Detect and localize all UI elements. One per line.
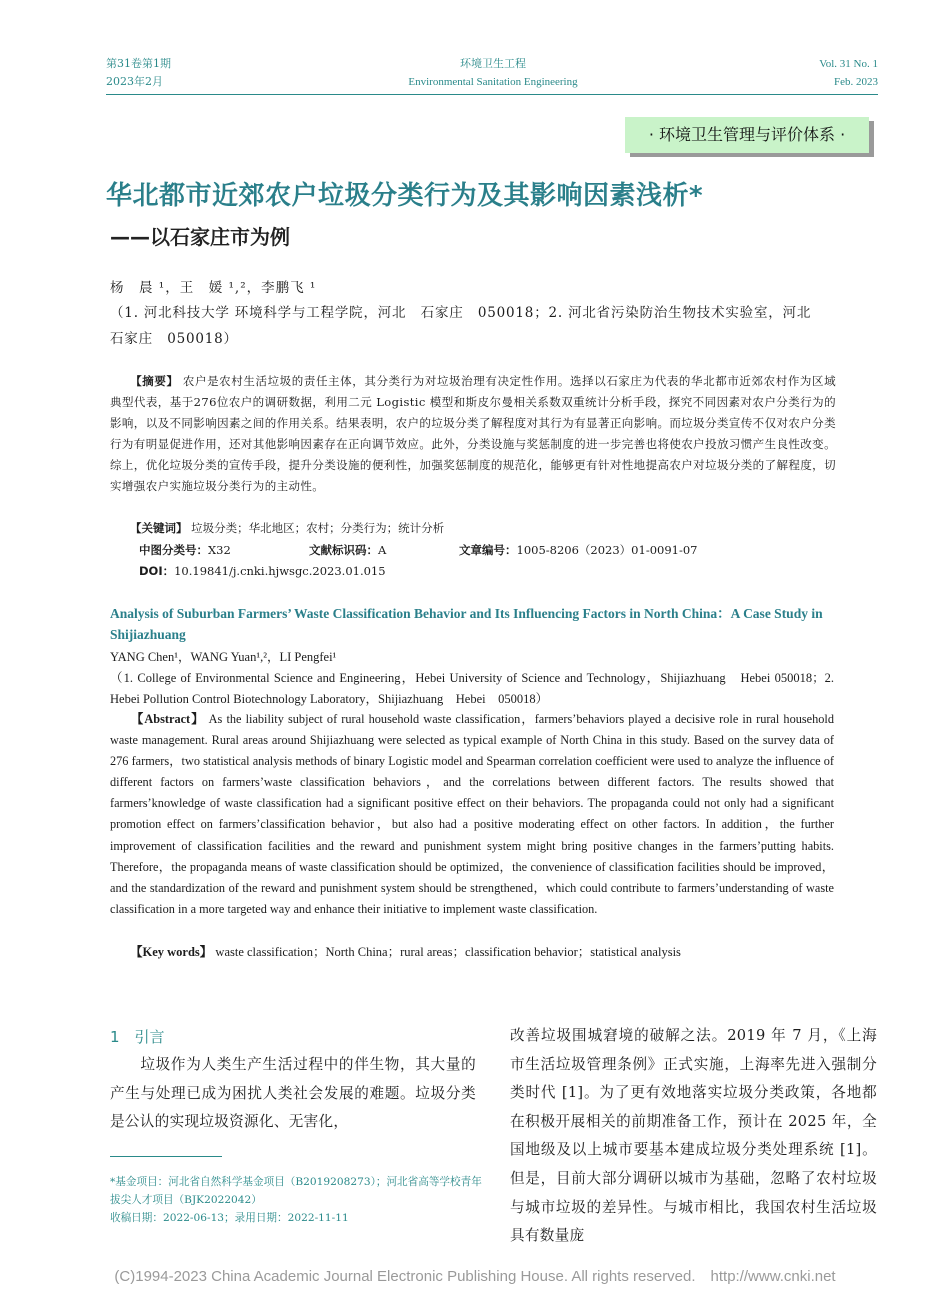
doi-value[interactable]: 10.19841/j.cnki.hjwsgc.2023.01.015 (174, 564, 386, 578)
fund-note: *基金项目：河北省自然科学基金项目（B2019208273）；河北省高等学校青年拔尖人才项目（BJK2022042） (110, 1176, 482, 1206)
abstract-en (110, 709, 834, 920)
paper-title: 华北都市近郊农户垃圾分类行为及其影响因素浅析* (106, 181, 704, 211)
clc-value: X32 (208, 543, 231, 557)
abstract-cn (110, 371, 836, 497)
affiliation: （1. 河北科技大学 环境科学与工程学院，河北 石家庄 050018；2. 河北省污染防治生物技术实验室，河北 石家庄 050018） (110, 305, 826, 347)
article-no-value: 1005-8206（2023）01-0091-07 (516, 543, 698, 557)
keywords-cn-label: 【关键词】 (130, 521, 188, 535)
keywords-cn-text: 垃圾分类；华北地区；农村；分类行为；统计分析 (191, 521, 445, 535)
keywords-en-text: waste classification；North China；rural areas；classification behavior；statistical analysis (215, 945, 681, 959)
footnote-rule (110, 1156, 222, 1157)
doi-label: DOI： (139, 564, 175, 578)
doc-code-label: 文献标识码： (309, 543, 378, 557)
doc-code-value: A (378, 543, 387, 557)
article-no-label: 文章编号： (459, 543, 517, 557)
english-affiliation: （1. College of Environmental Science and Engineering，Hebei University of Science and Technology，Shijiazhuang Hebei 050018；2. Hebei Pollution Control Biotechnology Laboratory，Shijiazhuang Hebei 050018） (110, 671, 834, 706)
body-left-column (110, 1051, 476, 1137)
copyright-watermark: (C)1994-2023 China Academic Journal Electronic Publishing House. All rights reserved. http://www.cnki.net (114, 1268, 836, 1285)
abstract-en-label: 【Abstract】 (130, 712, 205, 726)
english-title: Analysis of Suburban Farmers’ Waste Classification Behavior and Its Influencing Factors in North China：A Case Study in Shijiazhuang (110, 606, 823, 642)
keywords-en-label: 【Key words】 (130, 945, 213, 959)
header-rule (106, 94, 878, 95)
footnote (110, 1173, 482, 1227)
abstract-cn-text: 农户是农村生活垃圾的责任主体，其分类行为对垃圾治理有决定性作用。选择以石家庄为代表的华北都市近郊农村作为区域典型代表，基于276位农户的调研数据，利用二元 Logistic 模型和斯皮尔曼相关系数双重统计分析手段，探究不同因素对农户分类行为的影响，以及不同影响因素之间的作用关系。结果表明，农户的垃圾分类了解程度对其行为有显著正向影响。而垃圾分类宣传不仅对农户分类行为有明显促进作用，还对其他影响因素存在正向调节效应。此外，分类设施与奖惩制度的进一步完善也将使农户投放习惯产生良性改变。综上，优化垃圾分类的宣传手段，提升分类设施的便利性，加强奖惩制度的规范化，能够更有针对性地提高农户对垃圾分类的了解程度，切实增强农户实施垃圾分类行为的主动性。 (110, 374, 837, 493)
column-tag: · 环境卫生管理与评价体系 · (625, 117, 869, 153)
classification-line (139, 540, 839, 561)
paper-subtitle: ——以石家庄市为例 (110, 225, 290, 249)
doi-line (139, 561, 386, 582)
received-dates: 收稿日期：2022-06-13；录用日期：2022-11-11 (110, 1212, 349, 1224)
english-authors: YANG Chen¹，WANG Yuan¹,²，LI Pengfei¹ (110, 650, 337, 664)
section-heading: 1 引言 (110, 1028, 165, 1046)
journal-volume-cn: 第31卷第1期 2023年2月 (106, 57, 171, 88)
journal-volume-en: Vol. 31 No. 1 Feb. 2023 (819, 58, 878, 88)
abstract-cn-label: 【摘要】 (130, 374, 179, 388)
keywords-cn (110, 518, 836, 539)
abstract-en-text: As the liability subject of rural household waste classification，farmers’behaviors played a decisive role in rural household waste management. Rural areas around Shijiazhuang were selected as typical example of North China in this study. Based on the survey data of 276 farmers，two statistical analysis methods of binary Logistic model and Spearman correlation coefficient were used to analyze the influence of different factors on farmers’waste classification behaviors，and the correlations between different factors. The results showed that farmers’knowledge of waste classification had a significant positive effect on their behaviors. The propaganda could not only had a significant promotion effect on farmers’classification behavior，but also had a positive moderating effect on other factors. In addition，the further improvement of classification facilities and the reward and punishment system might bring positive changes in the farmers’putting habits. Therefore，the propaganda means of waste classification should be optimized，the convenience of classification facilities should be improved，and the standardization of the reward and punishment system should be strengthened，which could contribute to farmers’understanding of waste classification in a more targeted way and enhance their initiative to implement waste classification. (110, 712, 834, 916)
keywords-en (110, 942, 834, 963)
clc-label: 中图分类号： (139, 543, 208, 557)
journal-name: 环境卫生工程 Environmental Sanitation Engineering (408, 57, 578, 88)
body-right-column: 改善垃圾围城窘境的破解之法。2019 年 7 月，《上海市生活垃圾管理条例》正式实施，上海率先进入强制分类时代 [1]。为了更有效地落实垃圾分类政策，各地都在积极开展相关的前期准备工作，预计在 2025 年，全国地级及以上城市要基本建成垃圾分类处理系统 [1]。但是，目前大部分调研以城市为基础，忽略了农村垃圾与城市垃圾的差异性。与城市相比，我国农村生活垃圾具有数量庞 (510, 1027, 877, 1245)
author-list: 杨 晨 ¹，王 媛 ¹,²，李鹏飞 ¹ (110, 280, 317, 296)
body-left-text: 垃圾作为人类生产生活过程中的伴生物，其大量的产生与处理已成为困扰人类社会发展的难题。垃圾分类是公认的实现垃圾资源化、无害化， (110, 1056, 476, 1131)
